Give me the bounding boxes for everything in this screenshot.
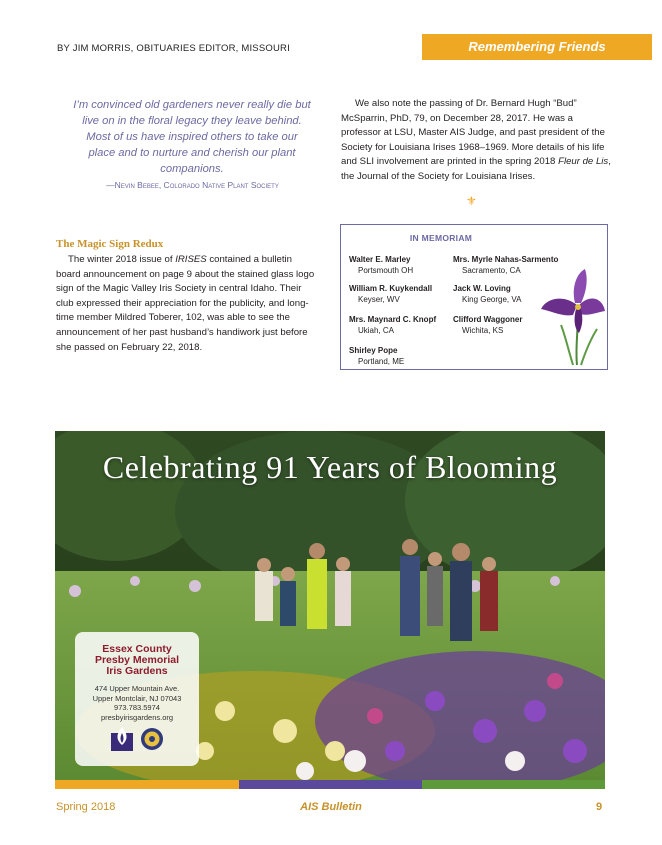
- mcsparrin-paragraph: We also note the passing of Dr. Bernard Hugh “Bud” McSparrin, PhD, 79, on December 28, 2017. He was a professor at LSU, Master AIS Judge, and past president of the Society for Louisiana Irises 1968–1969. More details of his life and SLI involvement are printed in the spring 2018 Fleur de Lis, the Journal of the Society for Louisiana Irises.: [341, 98, 611, 182]
- color-bar-gold: [55, 780, 239, 789]
- ad-headline: Celebrating 91 Years of Blooming: [102, 449, 558, 485]
- memoriam-entry: Jack W. Loving King George, VA: [453, 284, 522, 304]
- advertisement-photo: [55, 431, 605, 780]
- color-bar-purple: [239, 780, 422, 789]
- memoriam-title: IN MEMORIAM: [409, 233, 473, 243]
- memoriam-entry: Mrs. Maynard C. Knopf Ukiah, CA: [349, 315, 437, 335]
- magic-sign-paragraph: The winter 2018 issue of IRISES contained a bulletin board announcement on page 9 about the stained glass logo sign of the Magic Valley Iris Society in central Idaho. Their club expressed their appreciation for the publicity, and long-time member Mildred Toberer, 102, was able to see the announcement of her past husband’s handiwork just before she passed on February 22, 2018.: [56, 254, 315, 353]
- memoriam-box: [340, 224, 608, 370]
- memoriam-entry: Mrs. Myrle Nahas-Sarmento Sacramento, CA: [453, 255, 559, 275]
- memoriam-entry: Shirley Pope Portland, ME: [349, 346, 405, 366]
- garden-info-card: [75, 632, 199, 766]
- presby-seal-icon: [140, 727, 164, 751]
- right-column: [341, 97, 611, 185]
- garden-website[interactable]: presbyirisgardens.org: [100, 712, 174, 722]
- section-banner: Remembering Friends: [422, 34, 652, 60]
- garden-name: Essex County Presby Memorial Iris Gardens: [94, 643, 180, 677]
- left-column: [56, 253, 318, 355]
- page-number: 9: [596, 801, 603, 813]
- pull-quote: I’m convinced old gardeners never really die but live on in the floral legacy they leave behind. Most of us have inspired others to take our place and to nurture and cherish our plant companions.: [73, 99, 311, 175]
- garden-address: 474 Upper Mountain Ave. Upper Montclair, NJ 07043 973.783.5974 presbyirisgardens.org: [75, 684, 199, 722]
- section-heading: The Magic Sign Redux: [56, 238, 164, 250]
- publication-title: IRISES: [175, 254, 207, 265]
- memoriam-entry: Clifford Waggoner Wichita, KS: [453, 315, 523, 335]
- iris-flower-illustration: [537, 265, 607, 367]
- footer-publication: AIS Bulletin: [300, 801, 362, 813]
- footer-season: Spring 2018: [56, 801, 116, 813]
- fleur-ornament-icon: ⚜: [466, 194, 477, 208]
- byline: BY JIM MORRIS, OBITUARIES EDITOR, MISSOURI: [57, 43, 290, 54]
- color-bar-green: [422, 780, 605, 789]
- journal-title: Fleur de Lis: [558, 156, 609, 168]
- memoriam-entry: William R. Kuykendall Keyser, WV: [349, 284, 433, 304]
- iris-gardens-logo-icon: [109, 725, 135, 753]
- garden-phone: 973.783.5974: [114, 703, 160, 712]
- memoriam-entry: Walter E. Marley Portsmouth OH: [349, 255, 414, 275]
- quote-attribution: —Nevin Bebee, Colorado Native Plant Society: [106, 180, 279, 190]
